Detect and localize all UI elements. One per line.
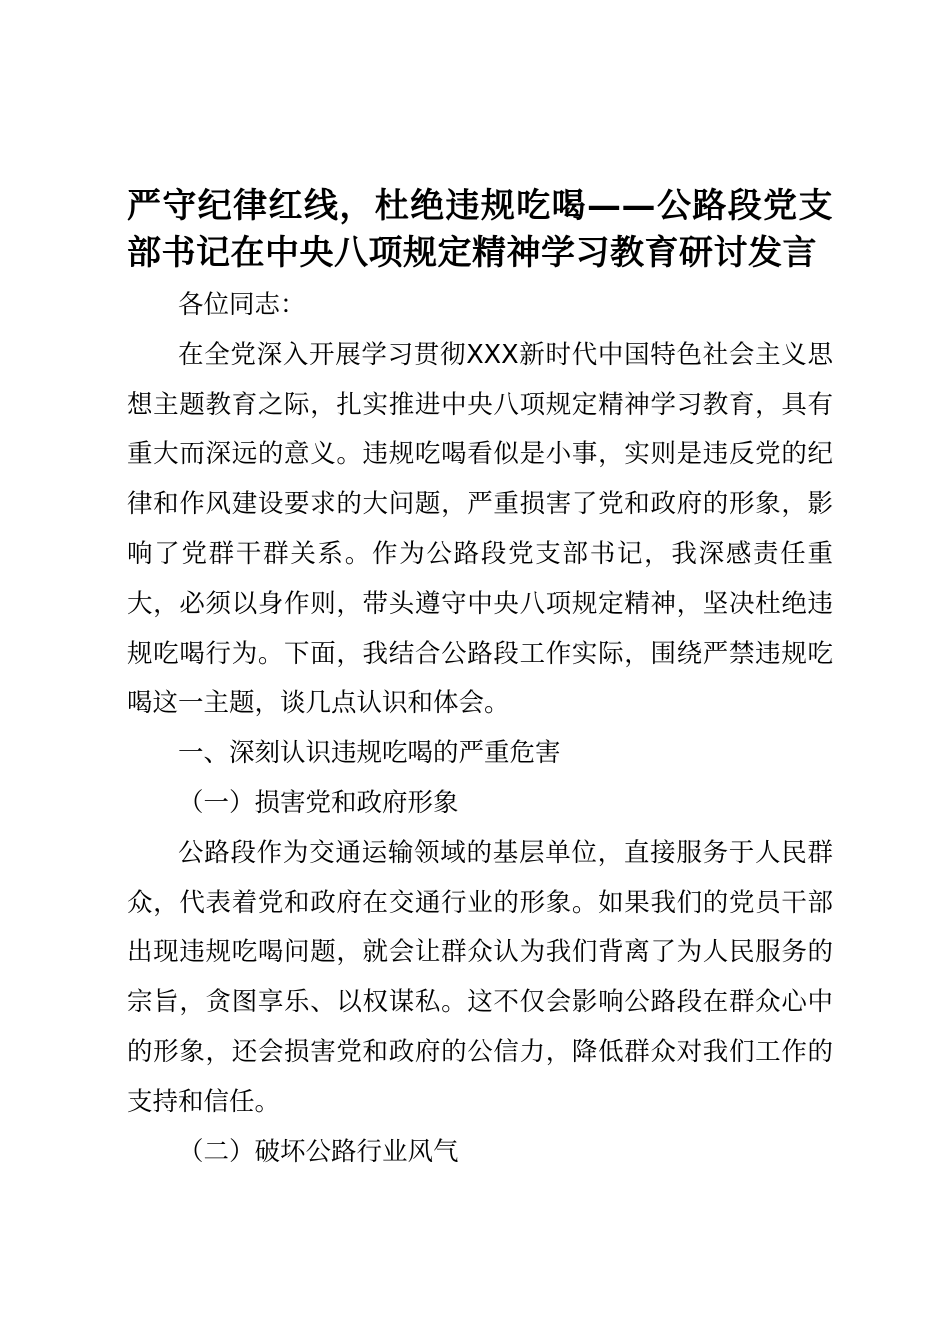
document-page xyxy=(127,183,833,1177)
salutation: 各位同志： xyxy=(178,290,306,320)
subsection-body-1-1: 公路段作为交通运输领域的基层单位，直接服务于人民群众，代表着党和政府在交通行业的形象。如果我们的党员干部出现违规吃喝问题，就会让群众认为我们背离了为人民服务的宗旨，贪图享乐、以权谋私。这不仅会影响公路段在群众心中的形象，还会损害党和政府的公信力，降低群众对我们工作的支持和信任。 xyxy=(127,837,833,1117)
subsection-heading-1-2: （二）破坏公路行业风气 xyxy=(178,1136,459,1167)
section-heading-1: 一、深刻认识违规吃喝的严重危害 xyxy=(178,738,561,769)
subsection-heading-1-1: （一）损害党和政府形象 xyxy=(178,787,459,818)
intro-paragraph: 在全党深入开展学习贯彻XXX新时代中国特色社会主义思想主题教育之际，扎实推进中央八项规定精神学习教育，具有重大而深远的意义。违规吃喝看似是小事，实则是违反党的纪律和作风建设要求的大问题，严重损害了党和政府的形象，影响了党群干群关系。作为公路段党支部书记，我深感责任重大，必须以身作则，带头遵守中央八项规定精神，坚决杜绝违规吃喝行为。下面，我结合公路段工作实际，围绕严禁违规吃喝这一主题，谈几点认识和体会。 xyxy=(127,339,833,719)
document-title: 严守纪律红线，杜绝违规吃喝——公路段党支部书记在中央八项规定精神学习教育研讨发言 xyxy=(127,186,833,273)
